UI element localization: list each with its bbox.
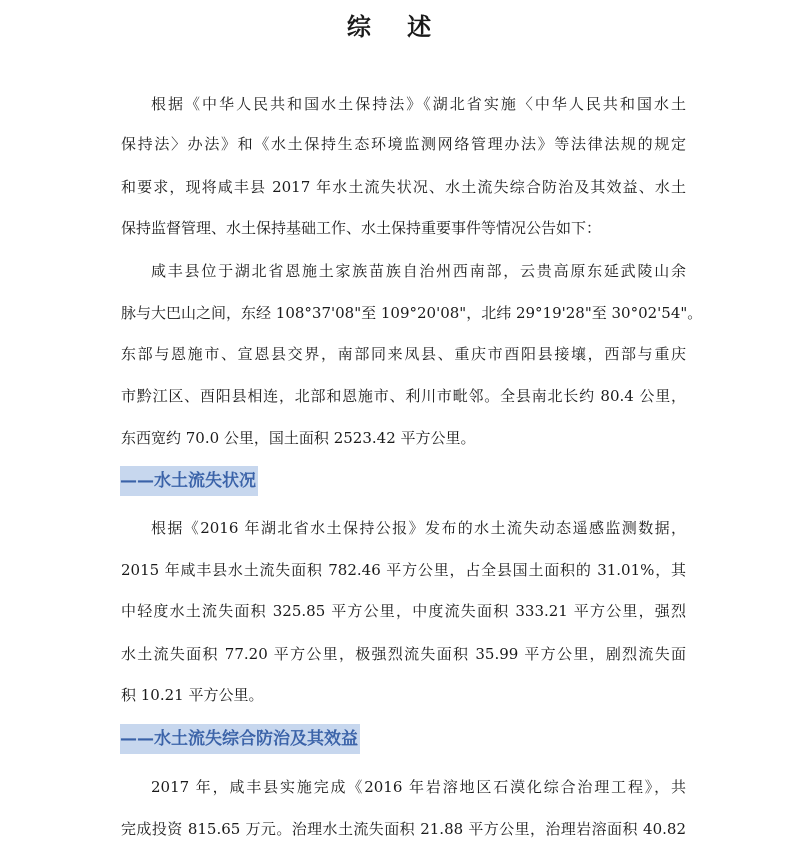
section-heading-comprehensive-control: ——水土流失综合防治及其效益 — [120, 724, 360, 754]
paragraph-line: 完成投资 815.65 万元。治理水土流失面积 21.88 平方公里，治理岩溶面积 40.82 — [121, 820, 686, 838]
paragraph-line: 2017 年，咸丰县实施完成《2016 年岩溶地区石漠化综合治理工程》，共 — [151, 778, 686, 796]
paragraph-line: 东部与恩施市、宣恩县交界，南部同来凤县、重庆市酉阳县接壤，西部与重庆 — [121, 345, 686, 363]
paragraph-line: 保持法〉办法》和《水土保持生态环境监测网络管理办法》等法律法规的规定 — [121, 135, 686, 153]
page-title: 综 述 — [346, 13, 446, 41]
paragraph-line: 东西宽约 70.0 公里，国土面积 2523.42 平方公里。 — [121, 429, 476, 447]
paragraph-line: 根据《中华人民共和国水土保持法》《湖北省实施〈中华人民共和国水土 — [151, 95, 686, 113]
section-heading-erosion-status: ——水土流失状况 — [120, 466, 258, 496]
paragraph-line: 2015 年咸丰县水土流失面积 782.46 平方公里，占全县国土面积的 31.01%，其 — [121, 561, 686, 579]
paragraph-line: 市黔江区、酉阳县相连，北部和恩施市、利川市毗邻。全县南北长约 80.4 公里， — [121, 387, 686, 405]
paragraph-line: 根据《2016 年湖北省水土保持公报》发布的水土流失动态遥感监测数据， — [151, 519, 686, 537]
paragraph-line: 保持监督管理、水土保持基础工作、水土保持重要事件等情况公告如下： — [121, 219, 602, 237]
paragraph-line: 水土流失面积 77.20 平方公里，极强烈流失面积 35.99 平方公里，剧烈流失面 — [121, 645, 686, 663]
paragraph-line: 和要求，现将咸丰县 2017 年水土流失状况、水土流失综合防治及其效益、水土 — [121, 178, 686, 196]
paragraph-line: 咸丰县位于湖北省恩施土家族苗族自治州西南部，云贵高原东延武陵山余 — [151, 262, 686, 280]
paragraph-line: 积 10.21 平方公里。 — [121, 686, 264, 704]
paragraph-line: 脉与大巴山之间，东经 108°37'08"至 109°20'08"，北纬 29°19'28"至 30°02'54"。 — [121, 304, 703, 322]
paragraph-line: 中轻度水土流失面积 325.85 平方公里，中度流失面积 333.21 平方公里，强烈 — [121, 602, 686, 620]
